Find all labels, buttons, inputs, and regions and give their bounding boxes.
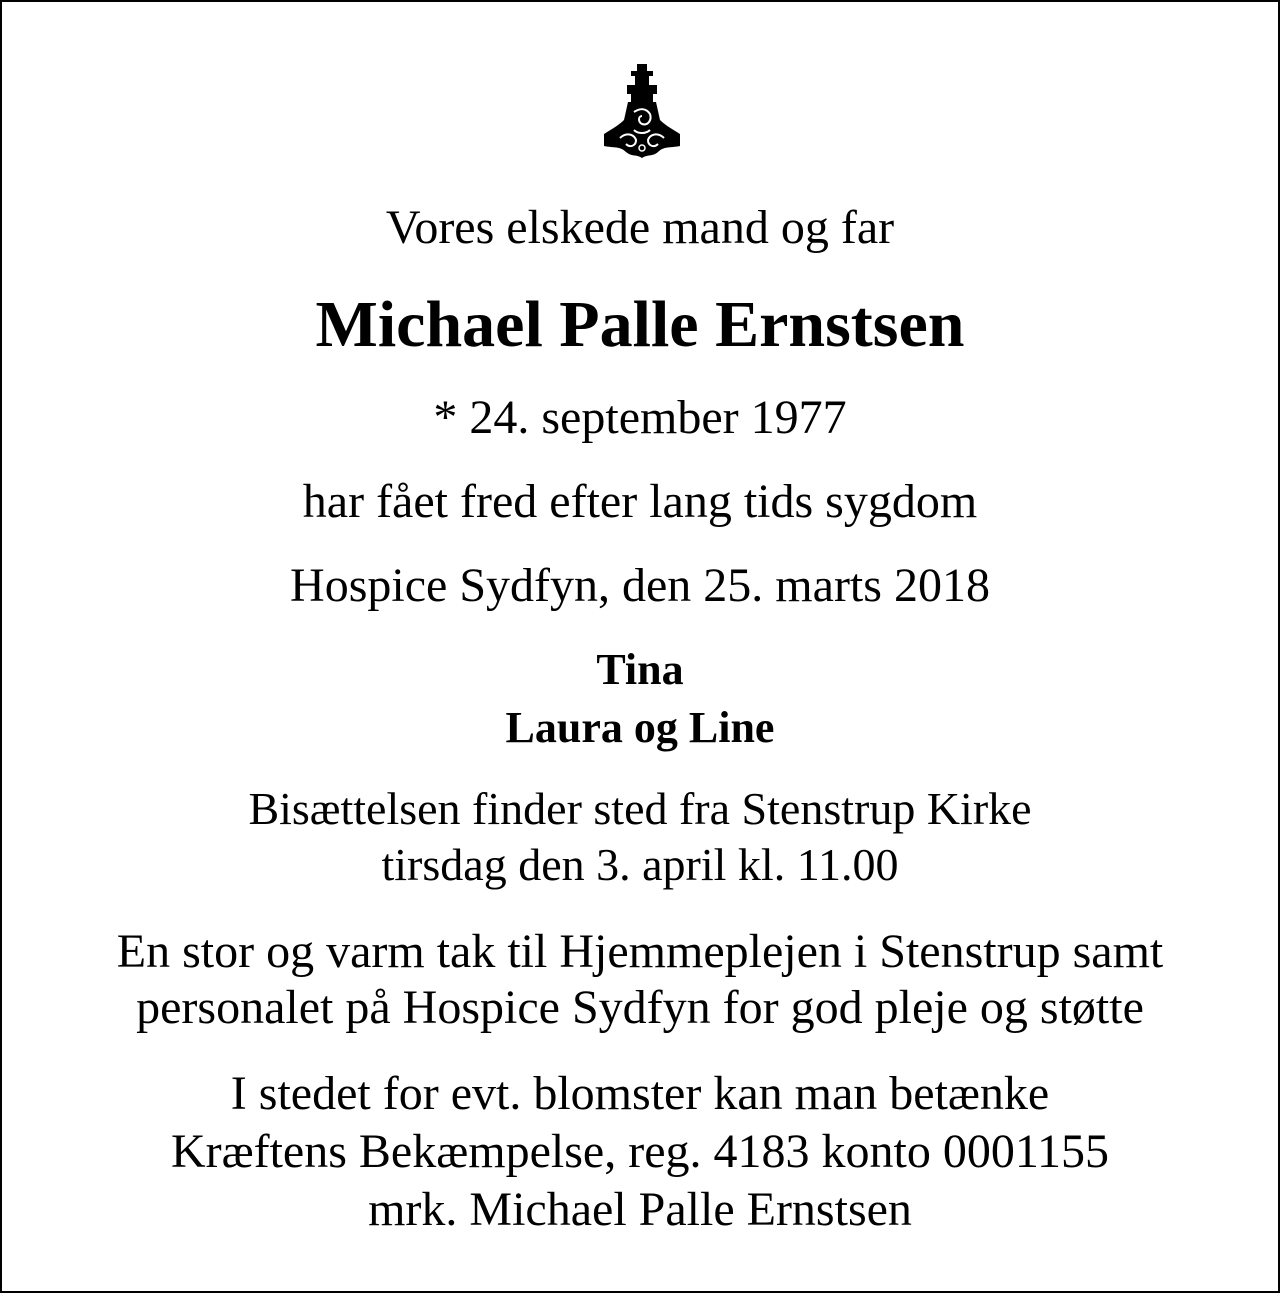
thanks-text: En stor og varm tak til Hjemmeplejen i Stenstrup samt bbox=[116, 925, 1164, 978]
thors-hammer-icon bbox=[594, 62, 690, 162]
donation-text: Kræftens Bekæmpelse, reg. 4183 konto 0001155 bbox=[170, 1125, 1110, 1178]
place-and-date: Hospice Sydfyn, den 25. marts 2018 bbox=[290, 559, 990, 612]
family-name: Laura og Line bbox=[505, 703, 775, 752]
deceased-name: Michael Palle Ernstsen bbox=[315, 288, 965, 361]
thanks-text: personalet på Hospice Sydfyn for god pleje og støtte bbox=[136, 981, 1144, 1034]
passing-text: har fået fred efter lang tids sygdom bbox=[302, 475, 978, 528]
intro-text: Vores elskede mand og far bbox=[385, 201, 895, 254]
funeral-info: Bisættelsen finder sted fra Stenstrup Kirke bbox=[248, 783, 1032, 834]
donation-text: mrk. Michael Palle Ernstsen bbox=[368, 1183, 912, 1236]
birth-date: * 24. september 1977 bbox=[433, 391, 847, 444]
funeral-info: tirsdag den 3. april kl. 11.00 bbox=[381, 839, 899, 890]
donation-text: I stedet for evt. blomster kan man betænke bbox=[230, 1067, 1050, 1120]
family-name: Tina bbox=[596, 645, 684, 694]
